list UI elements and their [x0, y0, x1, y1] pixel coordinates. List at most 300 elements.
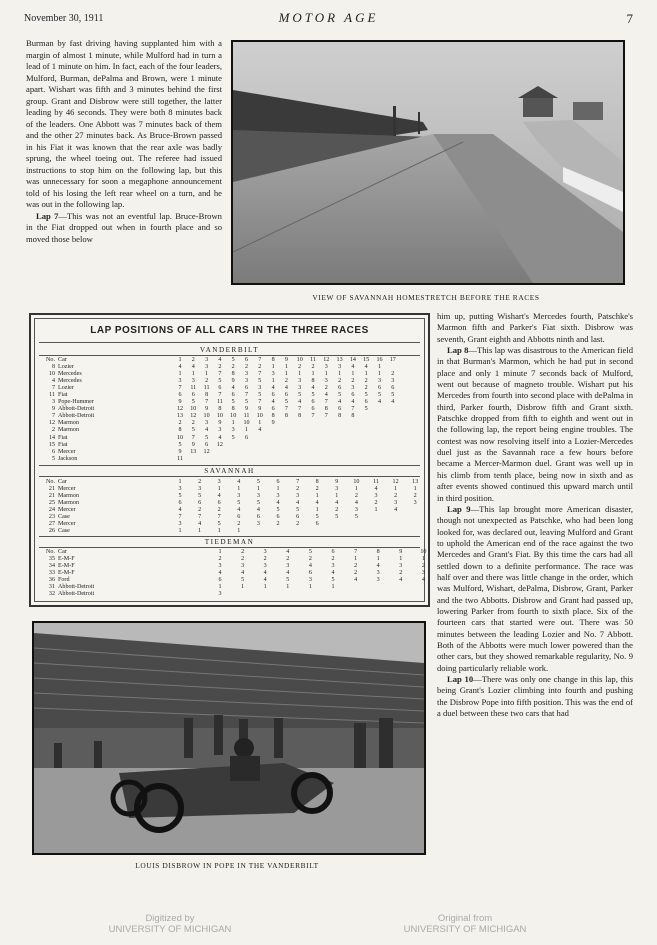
original-from-watermark [390, 913, 540, 935]
position-cell: 11 [177, 455, 183, 462]
table-row [43, 521, 422, 528]
vanderbilt-rows [43, 357, 422, 463]
position-cell: 1 [205, 371, 209, 378]
page-header [24, 11, 633, 27]
car-number: 5 [51, 455, 55, 462]
position-cell: 6 [271, 392, 275, 399]
position-cell: 6 [271, 406, 275, 413]
car-name: Mercer [58, 521, 76, 528]
car-name: Mercer [58, 448, 76, 455]
position-cell: 7 [258, 371, 262, 378]
position-cell: 1 [324, 371, 328, 378]
table-row [43, 500, 422, 507]
position-cell: 4 [376, 563, 380, 570]
position-cell: 7 [191, 434, 195, 441]
position-cell: 6 [231, 392, 235, 399]
position-cell: 8 [218, 406, 222, 413]
position-cell: 3 [351, 385, 355, 392]
position-cell: 1 [284, 371, 288, 378]
position-cell: 3 [231, 427, 235, 434]
position-cell: 1 [308, 584, 312, 591]
position-cell: 5 [311, 392, 315, 399]
position-cell: 12 [203, 448, 210, 455]
position-cell: 12 [176, 406, 184, 413]
position-cell: 8 [231, 371, 235, 378]
lap-positions-table [29, 313, 430, 607]
lap-header: 1 [178, 479, 182, 485]
position-cell: 3 [324, 364, 328, 371]
position-cell: 5 [237, 500, 241, 507]
position-cell: 4 [335, 500, 339, 507]
car-name: Case [58, 514, 70, 521]
position-cell: 9 [178, 448, 182, 455]
position-cell: 2 [394, 493, 398, 500]
position-cell: 12 [216, 441, 223, 448]
table-row [43, 420, 422, 427]
car-name: Mercer [58, 507, 76, 514]
position-cell: 4 [258, 427, 262, 434]
position-cell: 6 [237, 514, 241, 521]
position-cell: 5 [331, 577, 335, 584]
lap-header: 3 [205, 357, 209, 363]
position-cell: 4 [296, 500, 300, 507]
position-cell: 3 [377, 378, 382, 385]
position-cell: 3 [205, 364, 209, 371]
lap-header: 16 [376, 357, 383, 363]
table-header-row [43, 549, 427, 556]
car-number: 23 [48, 514, 55, 521]
section-vanderbilt: VANDERBILT [199, 346, 260, 354]
divider [39, 476, 420, 477]
divider [39, 536, 420, 537]
position-cell: 2 [364, 385, 368, 392]
car-name: Jackson [58, 455, 78, 462]
position-cell: 6 [276, 514, 280, 521]
car-number: 27 [48, 521, 55, 528]
lap-text: —This was not an eventful lap. Bruce-Brown in the Fiat dropped out when in fourth place and so moved those below [26, 210, 222, 244]
position-cell: 5 [276, 507, 280, 514]
position-cell: 1 [286, 584, 290, 591]
position-cell: 4 [241, 570, 245, 577]
position-cell: 3 [296, 493, 300, 500]
position-cell: 10 [256, 413, 263, 420]
position-cell: 3 [298, 385, 302, 392]
divider [39, 342, 420, 343]
position-cell: 2 [399, 570, 403, 577]
position-cell: 3 [244, 371, 249, 378]
position-cell: 2 [335, 507, 339, 514]
car-name: Abbott-Detroit [58, 406, 95, 413]
watermark-line: Original from [437, 913, 493, 924]
position-cell: 11 [190, 385, 197, 392]
photo-caption: LOUIS DISBROW IN POPE IN THE VANDERBILT [135, 861, 319, 870]
issue-date: November 30, 1911 [24, 13, 104, 24]
lap-header: 10 [420, 549, 427, 555]
position-cell: 7 [178, 385, 182, 392]
position-cell: 6 [244, 434, 249, 441]
position-cell: 7 [298, 406, 302, 413]
magazine-title: MOTOR AGE [278, 10, 379, 25]
position-cell: 2 [231, 364, 235, 371]
car-name: Fiat [58, 392, 68, 399]
column-header-car: Car [58, 549, 67, 555]
column-header-car: Car [58, 357, 67, 363]
lap-header: 7 [296, 479, 300, 485]
position-cell: 5 [298, 392, 302, 399]
position-cell: 3 [354, 507, 358, 514]
position-cell: 2 [191, 420, 195, 427]
position-cell: 1 [263, 584, 267, 591]
position-cell: 3 [421, 570, 425, 577]
position-cell: 5 [178, 493, 182, 500]
car-name: Ford [58, 577, 70, 584]
position-cell: 4 [391, 399, 395, 406]
position-cell: 4 [399, 577, 403, 584]
position-cell: 2 [324, 385, 328, 392]
position-cell: 9 [231, 378, 235, 385]
car-name: Fiat [58, 434, 68, 441]
position-cell: 1 [394, 486, 398, 493]
position-cell: 3 [237, 493, 241, 500]
car-number: 36 [48, 577, 55, 584]
position-cell: 6 [218, 385, 222, 392]
position-cell: 4 [276, 500, 280, 507]
position-cell: 3 [241, 563, 245, 570]
car-number: 7 [51, 385, 55, 392]
position-cell: 5 [205, 434, 209, 441]
position-cell: 1 [351, 371, 355, 378]
position-cell: 3 [374, 493, 378, 500]
car-number: 3 [51, 399, 55, 406]
position-cell: 5 [218, 378, 222, 385]
position-cell: 6 [217, 500, 221, 507]
paragraph-lap8 [437, 345, 633, 504]
position-cell: 5 [178, 441, 182, 448]
table-row [43, 378, 422, 385]
position-cell: 4 [374, 486, 378, 493]
lap-header: 2 [198, 479, 202, 485]
position-cell: 1 [217, 528, 221, 535]
position-cell: 3 [331, 563, 335, 570]
position-cell: 1 [276, 486, 280, 493]
lap-header: 8 [271, 357, 275, 363]
position-cell: 6 [391, 385, 395, 392]
table-row [43, 413, 422, 420]
table-row [43, 427, 422, 434]
position-cell: 6 [364, 399, 368, 406]
position-cell: 1 [399, 556, 403, 563]
paragraph-lap7 [26, 211, 222, 246]
position-cell: 6 [198, 500, 202, 507]
table-row [43, 486, 422, 493]
lap-header: 9 [399, 549, 403, 555]
position-cell: 8 [311, 378, 315, 385]
position-cell: 6 [315, 521, 319, 528]
car-name: Lozier [58, 364, 74, 371]
divider [39, 547, 420, 548]
lap-text: —This lap was disastrous to the American field in that Burman's Marmon, which he had put in second place and only 1 minute 7 seconds back of Mulford, went out because of magneto trouble. Wishart put his Mercedes from fourth into second place with dePalma in third, Parker fourth, Disbrow fifth and Grant sixth. Patschke dropped from fifth to eighth and went out in the following lap, the report being engine troubles. The contest was now resolving itself into a Lozier-Mercedes duel just as the Savannah race a few hours before became a Mercer-Marmon duel. Grant was well up in his climb from tenth place, being now in sixth and as after events showed continued this upward march until in third position. [437, 345, 633, 503]
position-cell: 2 [338, 378, 342, 385]
position-cell: 1 [271, 378, 275, 385]
car-number: 11 [49, 392, 55, 399]
position-cell: 6 [338, 406, 342, 413]
position-cell: 4 [263, 570, 267, 577]
position-cell: 8 [351, 413, 355, 420]
position-cell: 2 [237, 521, 241, 528]
car-name: Mercedes [58, 378, 82, 385]
position-cell: 2 [391, 371, 395, 378]
position-cell: 11 [243, 413, 250, 420]
position-cell: 5 [315, 514, 319, 521]
position-cell: 1 [244, 427, 249, 434]
position-cell: 2 [218, 364, 222, 371]
position-cell: 8 [298, 413, 302, 420]
position-cell: 11 [203, 385, 210, 392]
position-cell: 4 [286, 570, 290, 577]
car-name: Lozier [58, 385, 74, 392]
lap-header: 6 [276, 479, 280, 485]
car-name: Pope-Hummer [58, 399, 94, 406]
position-cell: 13 [190, 448, 197, 455]
position-cell: 1 [377, 371, 382, 378]
position-cell: 5 [391, 392, 395, 399]
table-header-row [43, 357, 422, 364]
table-row [43, 514, 422, 521]
position-cell: 2 [315, 486, 319, 493]
position-cell: 8 [284, 413, 288, 420]
position-cell: 3 [335, 486, 339, 493]
position-cell: 1 [178, 371, 182, 378]
lap-label: Lap 8 [447, 345, 469, 356]
table-row [43, 371, 422, 378]
position-cell: 3 [376, 570, 380, 577]
section-tiedeman: TIEDEMAN [204, 538, 255, 546]
position-cell: 9 [178, 399, 182, 406]
position-cell: 3 [198, 486, 202, 493]
position-cell: 3 [205, 420, 209, 427]
position-cell: 1 [315, 507, 319, 514]
position-cell: 1 [218, 584, 222, 591]
column-header-car: Car [58, 479, 67, 485]
position-cell: 2 [178, 420, 182, 427]
lap-header: 10 [296, 357, 303, 363]
position-cell: 7 [324, 413, 328, 420]
position-cell: 1 [298, 371, 302, 378]
car-number: 14 [48, 434, 55, 441]
car-name: E-M-F [58, 556, 75, 563]
page-number: 7 [626, 11, 633, 26]
car-number: 24 [48, 507, 55, 514]
car-number: 35 [48, 556, 55, 563]
lap-label: Lap 7 [36, 210, 59, 221]
position-cell: 9 [244, 406, 249, 413]
car-number: 21 [48, 486, 55, 493]
position-cell: 1 [271, 364, 275, 371]
position-cell: 6 [256, 514, 260, 521]
position-cell: 10 [230, 413, 237, 420]
lap-header: 5 [256, 479, 260, 485]
position-cell: 3 [308, 577, 312, 584]
table-row [43, 449, 422, 456]
position-cell: 5 [217, 521, 221, 528]
position-cell: 3 [394, 500, 398, 507]
position-cell: 1 [231, 420, 235, 427]
column-header-no: No. [46, 479, 55, 485]
lap-header: 8 [376, 549, 380, 555]
savannah-rows [43, 479, 422, 535]
position-cell: 8 [338, 413, 342, 420]
position-cell: 6 [377, 385, 382, 392]
position-cell: 4 [338, 399, 342, 406]
position-cell: 5 [296, 507, 300, 514]
position-cell: 4 [377, 399, 382, 406]
lap-header: 12 [323, 357, 330, 363]
position-cell: 4 [191, 364, 195, 371]
position-cell: 5 [258, 392, 262, 399]
position-cell: 3 [218, 591, 222, 598]
position-cell: 2 [298, 364, 302, 371]
position-cell: 2 [354, 563, 358, 570]
position-cell: 1 [335, 493, 339, 500]
position-cell: 4 [271, 399, 275, 406]
position-cell: 3 [258, 385, 262, 392]
position-cell: 5 [286, 577, 290, 584]
photo-caption: VIEW OF SAVANNAH HOMESTRETCH BEFORE THE RACES [312, 293, 540, 302]
table-row [43, 493, 422, 500]
disbrow-pope-photo [32, 621, 426, 855]
position-cell: 7 [324, 399, 328, 406]
car-name: Case [58, 528, 70, 535]
position-cell: 6 [178, 392, 182, 399]
position-cell: 4 [271, 385, 275, 392]
lap-header: 2 [241, 549, 245, 555]
position-cell: 5 [231, 434, 235, 441]
table-row [43, 563, 425, 570]
lap-header: 15 [363, 357, 370, 363]
position-cell: 6 [338, 385, 342, 392]
position-cell: 5 [284, 399, 288, 406]
car-number: 32 [48, 591, 55, 598]
car-number: 31 [48, 584, 55, 591]
position-cell: 3 [218, 427, 222, 434]
position-cell: 2 [205, 378, 209, 385]
position-cell: 5 [377, 392, 382, 399]
position-cell: 6 [218, 577, 222, 584]
position-cell: 13 [176, 413, 184, 420]
divider [39, 465, 420, 466]
position-cell: 9 [191, 441, 195, 448]
position-cell: 1 [376, 556, 380, 563]
position-cell: 3 [244, 378, 249, 385]
position-cell: 1 [364, 371, 368, 378]
car-number: 25 [48, 500, 55, 507]
table-row [43, 406, 422, 413]
position-cell: 2 [198, 507, 202, 514]
position-cell: 7 [311, 413, 315, 420]
table-row [43, 577, 425, 584]
car-number: 9 [51, 406, 55, 413]
position-cell: 7 [178, 514, 182, 521]
table-row [43, 570, 425, 577]
position-cell: 2 [331, 556, 335, 563]
left-column-text [26, 38, 222, 245]
car-name: Marmon [58, 500, 79, 507]
position-cell: 2 [286, 556, 290, 563]
position-cell: 2 [276, 521, 280, 528]
position-cell: 3 [338, 364, 342, 371]
position-cell: 4 [231, 385, 235, 392]
car-number: 10 [48, 371, 55, 378]
paragraph: him up, putting Wishart's Mercedes fourth, Patschke's Marmon fifth and Parker's Fiat sixth. Disbrow was seventh, Grant eighth and Abbotts ninth and last. [437, 311, 633, 344]
position-cell: 3 [413, 500, 417, 507]
position-cell: 2 [241, 556, 245, 563]
position-cell: 3 [218, 563, 222, 570]
car-name: E-M-F [58, 563, 75, 570]
position-cell: 4 [351, 364, 355, 371]
column-header-no: No. [46, 357, 55, 363]
car-name: Marmon [58, 427, 79, 434]
position-cell: 3 [178, 378, 182, 385]
position-cell: 4 [315, 500, 319, 507]
car-number: 12 [48, 420, 55, 427]
position-cell: 7 [351, 406, 355, 413]
position-cell: 7 [284, 406, 288, 413]
lap-header: 9 [284, 357, 288, 363]
lap-header: 6 [331, 549, 335, 555]
position-cell: 7 [218, 371, 222, 378]
position-cell: 2 [296, 521, 300, 528]
lap-text: —There was only one change in this lap, this being Grant's Lozier climbing into fourth and pushing the Disbrow Pope into fifth position. This was the end of a duel between these two cars that had [437, 674, 633, 719]
position-cell: 8 [324, 406, 328, 413]
position-cell: 1 [331, 584, 335, 591]
position-cell: 10 [216, 413, 223, 420]
car-number: 8 [51, 364, 55, 371]
position-cell: 6 [205, 441, 209, 448]
position-cell: 2 [421, 563, 425, 570]
table-title: LAP POSITIONS OF ALL CARS IN THE THREE RACES [90, 325, 369, 336]
position-cell: 4 [351, 399, 355, 406]
position-cell: 1 [354, 556, 358, 563]
position-cell: 1 [354, 486, 358, 493]
table-row [43, 591, 422, 598]
position-cell: 5 [198, 493, 202, 500]
lap-header: 3 [263, 549, 267, 555]
position-cell: 1 [241, 584, 245, 591]
position-cell: 9 [205, 406, 209, 413]
right-column-text [437, 311, 633, 719]
position-cell: 4 [263, 577, 267, 584]
lap-header: 8 [315, 479, 319, 485]
table-row [43, 385, 422, 392]
position-cell: 3 [256, 493, 260, 500]
position-cell: 6 [178, 500, 182, 507]
car-number: 2 [51, 427, 55, 434]
lap-header: 9 [335, 479, 339, 485]
position-cell: 2 [284, 378, 288, 385]
position-cell: 2 [354, 570, 358, 577]
lap-label: Lap 9 [447, 503, 471, 514]
lap-header: 2 [191, 357, 195, 363]
position-cell: 4 [178, 364, 182, 371]
table-row [43, 556, 425, 563]
position-cell: 3 [286, 563, 290, 570]
position-cell: 12 [190, 413, 197, 420]
table-row [43, 399, 422, 406]
paragraph-lap10 [437, 674, 633, 719]
position-cell: 1 [217, 486, 221, 493]
car-name: Mercedes [58, 371, 82, 378]
table-row [43, 435, 422, 442]
